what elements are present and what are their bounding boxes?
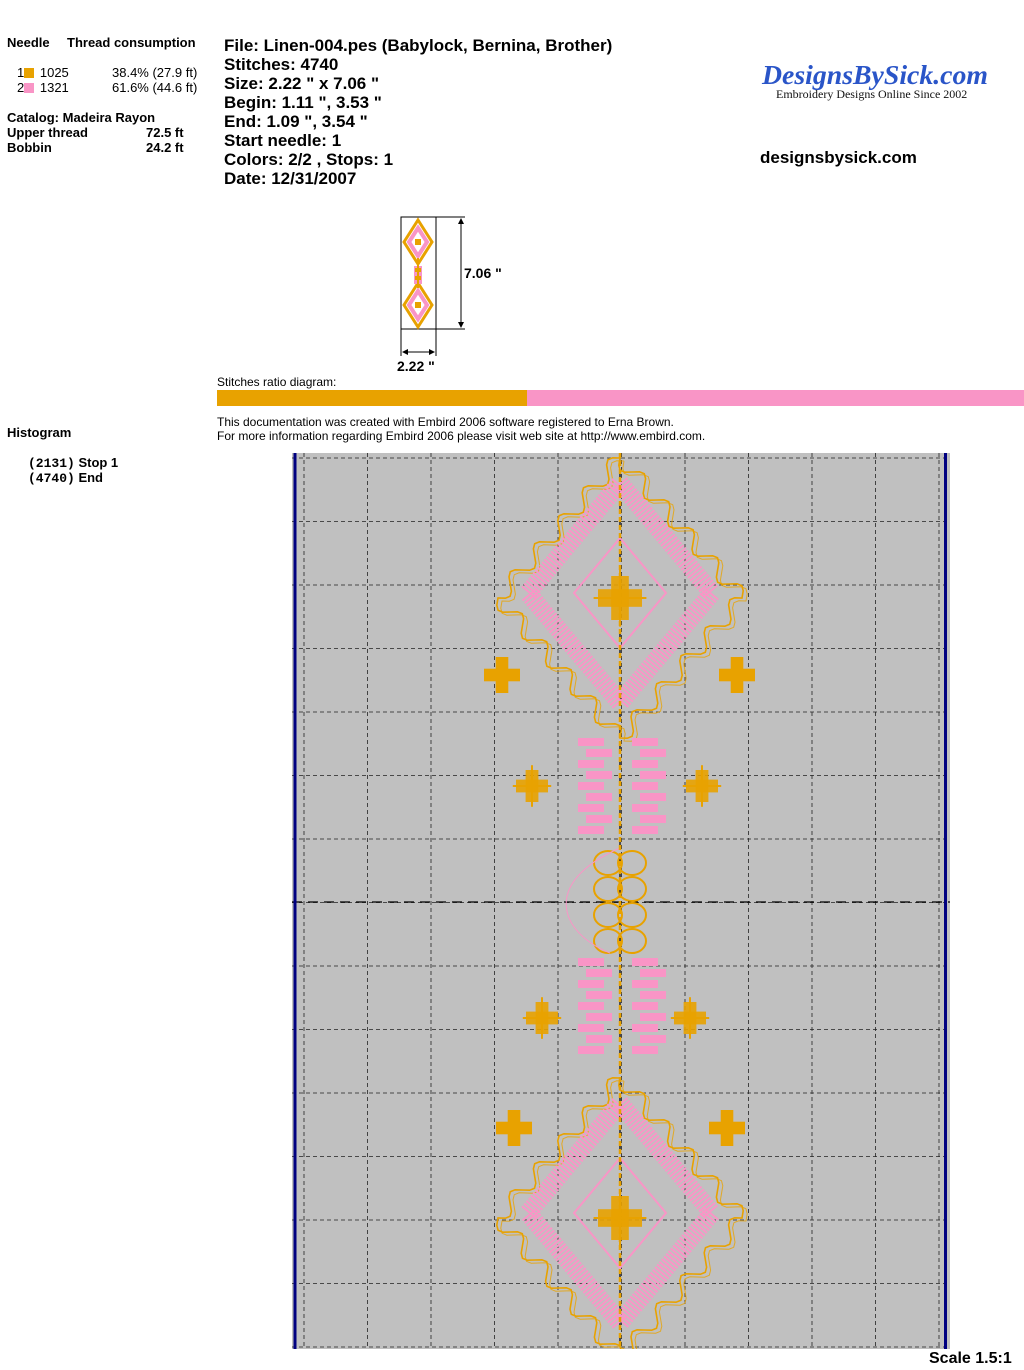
upper-thread-value: 72.5 ft <box>146 125 184 140</box>
consumption-1: 38.4% (27.9 ft) <box>112 65 198 80</box>
thread-consumption-header: Thread consumption <box>67 35 196 50</box>
thread-code: 1321 <box>39 80 69 95</box>
histogram-count: (4740) <box>28 471 75 486</box>
stitches-count: Stitches: 4740 <box>224 55 339 74</box>
ratio-segment-1 <box>217 390 527 406</box>
needle-number: 1 <box>17 65 25 80</box>
width-label: 2.22 " <box>397 358 435 374</box>
svg-text:DesignsBySick.com: DesignsBySick.com <box>760 60 988 90</box>
thread-code: 1025 <box>39 65 69 80</box>
catalog-label: Catalog: Madeira Rayon <box>7 110 156 125</box>
stitch-canvas <box>292 453 950 1349</box>
end-position: End: 1.09 ", 3.54 " <box>224 112 368 131</box>
embird-notice <box>217 415 705 443</box>
color-swatch-pink <box>24 83 34 93</box>
site-url: designsbysick.com <box>760 148 917 167</box>
bobbin-value: 24.2 ft <box>146 140 184 155</box>
notice-line-1: This documentation was created with Embird 2006 software registered to Erna Brown. <box>217 415 674 429</box>
histogram-count: (2131) <box>28 456 75 471</box>
thumbnail-preview <box>393 210 523 375</box>
height-label: 7.06 " <box>464 265 502 281</box>
needle-number: 2 <box>17 80 25 95</box>
scale-label: Scale 1.5:1 <box>929 1350 1012 1367</box>
ratio-label: Stitches ratio diagram: <box>217 375 337 389</box>
histogram-entry <box>28 455 118 471</box>
upper-thread-label: Upper thread <box>7 125 88 140</box>
ratio-segment-2 <box>527 390 1024 406</box>
histogram-label: End <box>78 470 103 485</box>
file-name: File: Linen-004.pes (Babylock, Bernina, Brother) <box>224 36 613 55</box>
notice-line-2: For more information regarding Embird 2006 please visit web site at http://www.embird.com. <box>217 429 706 443</box>
needle-header: Needle <box>7 35 50 50</box>
ratio-bar <box>217 390 1024 406</box>
histogram-title: Histogram <box>7 425 72 440</box>
design-date: Date: 12/31/2007 <box>224 169 357 188</box>
needle-row-1 <box>17 65 69 80</box>
needle-row-2 <box>17 80 69 95</box>
file-info <box>224 36 612 188</box>
histogram-entry <box>28 470 103 486</box>
bobbin-label: Bobbin <box>7 140 52 155</box>
embroidery-design <box>292 453 950 1349</box>
consumption-2: 61.6% (44.6 ft) <box>112 80 198 95</box>
histogram-label: Stop 1 <box>78 455 119 470</box>
brand-logo <box>760 58 992 107</box>
start-needle: Start needle: 1 <box>224 131 342 150</box>
colors-stops: Colors: 2/2 , Stops: 1 <box>224 150 394 169</box>
thumbnail-graphic <box>393 210 523 375</box>
logo-tagline: Embroidery Designs Online Since 2002 <box>776 87 968 101</box>
color-swatch-gold <box>24 68 34 78</box>
design-size: Size: 2.22 " x 7.06 " <box>224 74 380 93</box>
begin-position: Begin: 1.11 ", 3.53 " <box>224 93 382 112</box>
